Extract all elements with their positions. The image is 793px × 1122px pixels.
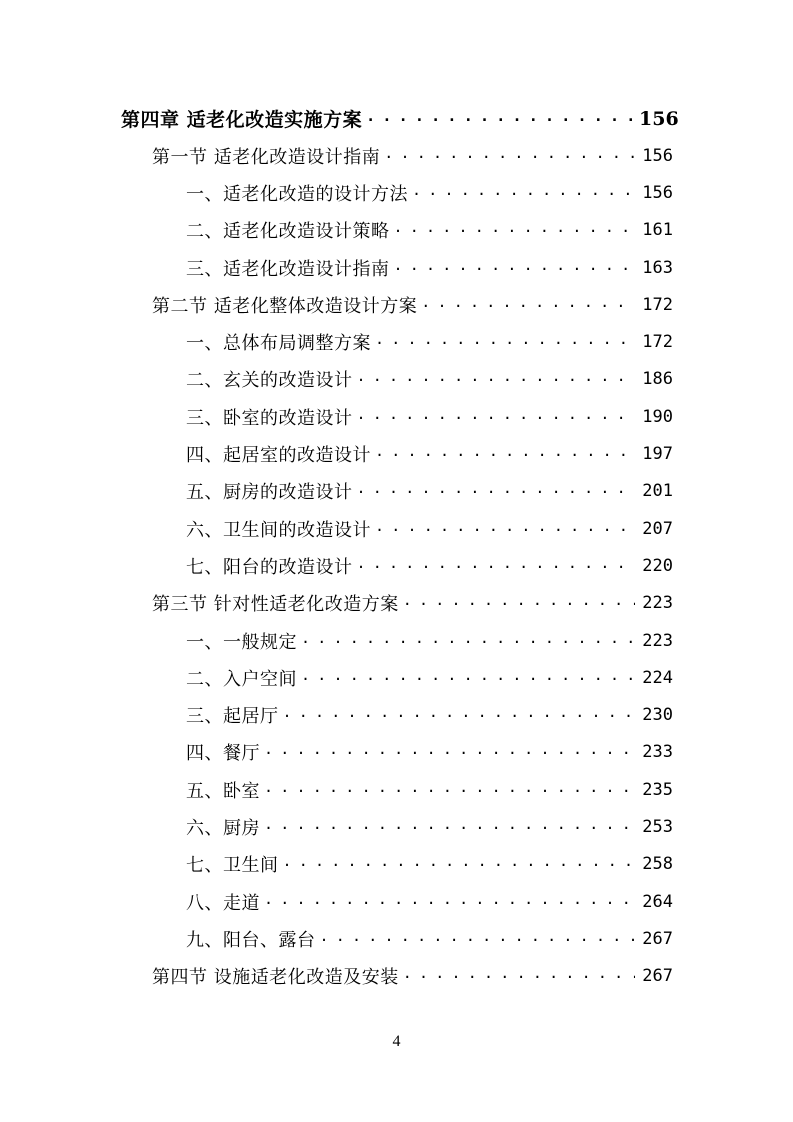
toc-entry-subsection[interactable] xyxy=(0,883,793,920)
toc-entry-title: 四、餐厅 xyxy=(186,743,260,765)
toc-entry-page: 190 xyxy=(642,406,673,427)
toc-entry-title: 二、适老化改造设计策略 xyxy=(186,221,390,243)
toc-entry-title: 二、玄关的改造设计 xyxy=(186,370,353,392)
toc-entry-subsection[interactable] xyxy=(0,435,793,472)
toc-entry-title: 第四章 适老化改造实施方案 xyxy=(121,109,363,131)
toc-entry-subsection[interactable] xyxy=(0,212,793,249)
toc-dot-leader xyxy=(301,632,635,650)
toc-entry-subsection[interactable] xyxy=(0,473,793,510)
toc-dot-leader xyxy=(394,259,636,277)
toc-dot-leader xyxy=(357,482,636,500)
toc-entry-title: 九、阳台、露台 xyxy=(186,929,316,951)
toc-entry-title: 八、走道 xyxy=(186,892,260,914)
toc-entry-subsection[interactable] xyxy=(0,920,793,957)
toc-dot-leader xyxy=(421,296,635,314)
toc-entry-title: 第二节 适老化整体改造设计方案 xyxy=(152,295,418,317)
toc-entry-section[interactable] xyxy=(0,958,793,995)
toc-entry-title: 五、厨房的改造设计 xyxy=(186,482,353,504)
toc-entry-page: 161 xyxy=(642,220,673,241)
toc-entry-subsection[interactable] xyxy=(0,323,793,360)
toc-entry-subsection[interactable] xyxy=(0,398,793,435)
toc-entry-title: 第四节 设施适老化改造及安装 xyxy=(152,967,399,989)
toc-entry-title: 一、总体布局调整方案 xyxy=(186,333,371,355)
toc-entry-section[interactable] xyxy=(0,137,793,174)
toc-dot-leader xyxy=(357,557,636,575)
toc-entry-title: 三、起居厅 xyxy=(186,706,279,728)
toc-entry-title: 一、适老化改造的设计方法 xyxy=(186,183,408,205)
toc-dot-leader xyxy=(384,147,635,165)
toc-entry-title: 一、一般规定 xyxy=(186,631,297,653)
toc-entry-page: 267 xyxy=(642,928,673,949)
toc-entry-title: 四、起居室的改造设计 xyxy=(186,445,371,467)
toc-dot-leader xyxy=(357,408,636,426)
toc-entry-page: 220 xyxy=(642,555,673,576)
toc-dot-leader xyxy=(357,370,636,388)
toc-dot-leader xyxy=(375,520,635,538)
toc-entry-subsection[interactable] xyxy=(0,734,793,771)
toc-dot-leader xyxy=(375,445,635,463)
toc-dot-leader xyxy=(264,743,635,761)
toc-dot-leader xyxy=(283,855,636,873)
toc-dot-leader xyxy=(366,110,633,128)
toc-entry-page: 223 xyxy=(642,630,673,651)
toc-entry-page: 156 xyxy=(639,107,679,130)
toc-entry-title: 二、入户空间 xyxy=(186,668,297,690)
toc-entry-subsection[interactable] xyxy=(0,361,793,398)
table-of-contents xyxy=(0,100,793,995)
toc-dot-leader xyxy=(412,184,635,202)
toc-entry-page: 224 xyxy=(642,667,673,688)
toc-entry-section[interactable] xyxy=(0,585,793,622)
toc-dot-leader xyxy=(264,893,635,911)
toc-dot-leader xyxy=(403,594,635,612)
toc-entry-page: 258 xyxy=(642,854,673,875)
toc-entry-page: 267 xyxy=(642,966,673,987)
page-number: 4 xyxy=(392,1033,401,1050)
toc-entry-subsection[interactable] xyxy=(0,696,793,733)
toc-entry-chapter[interactable] xyxy=(0,100,793,137)
toc-dot-leader xyxy=(403,967,635,985)
toc-entry-title: 七、阳台的改造设计 xyxy=(186,556,353,578)
toc-entry-subsection[interactable] xyxy=(0,547,793,584)
toc-entry-page: 264 xyxy=(642,891,673,912)
toc-entry-subsection[interactable] xyxy=(0,622,793,659)
toc-entry-page: 233 xyxy=(642,742,673,763)
toc-dot-leader xyxy=(301,669,635,687)
toc-entry-page: 156 xyxy=(642,182,673,203)
toc-entry-page: 235 xyxy=(642,779,673,800)
toc-entry-page: 223 xyxy=(642,593,673,614)
toc-dot-leader xyxy=(264,781,635,799)
toc-entry-page: 156 xyxy=(642,145,673,166)
toc-entry-page: 207 xyxy=(642,518,673,539)
toc-entry-page: 201 xyxy=(642,481,673,502)
toc-entry-page: 253 xyxy=(642,816,673,837)
toc-entry-subsection[interactable] xyxy=(0,510,793,547)
toc-entry-page: 230 xyxy=(642,705,673,726)
toc-dot-leader xyxy=(283,706,636,724)
toc-entry-title: 第一节 适老化改造设计指南 xyxy=(152,146,381,168)
toc-entry-page: 186 xyxy=(642,369,673,390)
toc-entry-title: 六、卫生间的改造设计 xyxy=(186,519,371,541)
toc-entry-title: 七、卫生间 xyxy=(186,855,279,877)
toc-entry-title: 第三节 针对性适老化改造方案 xyxy=(152,594,399,616)
toc-entry-title: 五、卧室 xyxy=(186,780,260,802)
toc-entry-page: 163 xyxy=(642,257,673,278)
toc-entry-page: 172 xyxy=(642,294,673,315)
toc-dot-leader xyxy=(394,221,636,239)
toc-entry-page: 197 xyxy=(642,444,673,465)
toc-dot-leader xyxy=(320,930,636,948)
toc-entry-section[interactable] xyxy=(0,286,793,323)
toc-entry-title: 三、卧室的改造设计 xyxy=(186,407,353,429)
toc-dot-leader xyxy=(375,333,635,351)
toc-entry-title: 六、厨房 xyxy=(186,817,260,839)
toc-entry-subsection[interactable] xyxy=(0,174,793,211)
toc-entry-subsection[interactable] xyxy=(0,249,793,286)
toc-entry-subsection[interactable] xyxy=(0,659,793,696)
toc-entry-title: 三、适老化改造设计指南 xyxy=(186,258,390,280)
toc-entry-subsection[interactable] xyxy=(0,808,793,845)
toc-dot-leader xyxy=(264,818,635,836)
toc-entry-subsection[interactable] xyxy=(0,771,793,808)
toc-entry-subsection[interactable] xyxy=(0,846,793,883)
toc-entry-page: 172 xyxy=(642,332,673,353)
